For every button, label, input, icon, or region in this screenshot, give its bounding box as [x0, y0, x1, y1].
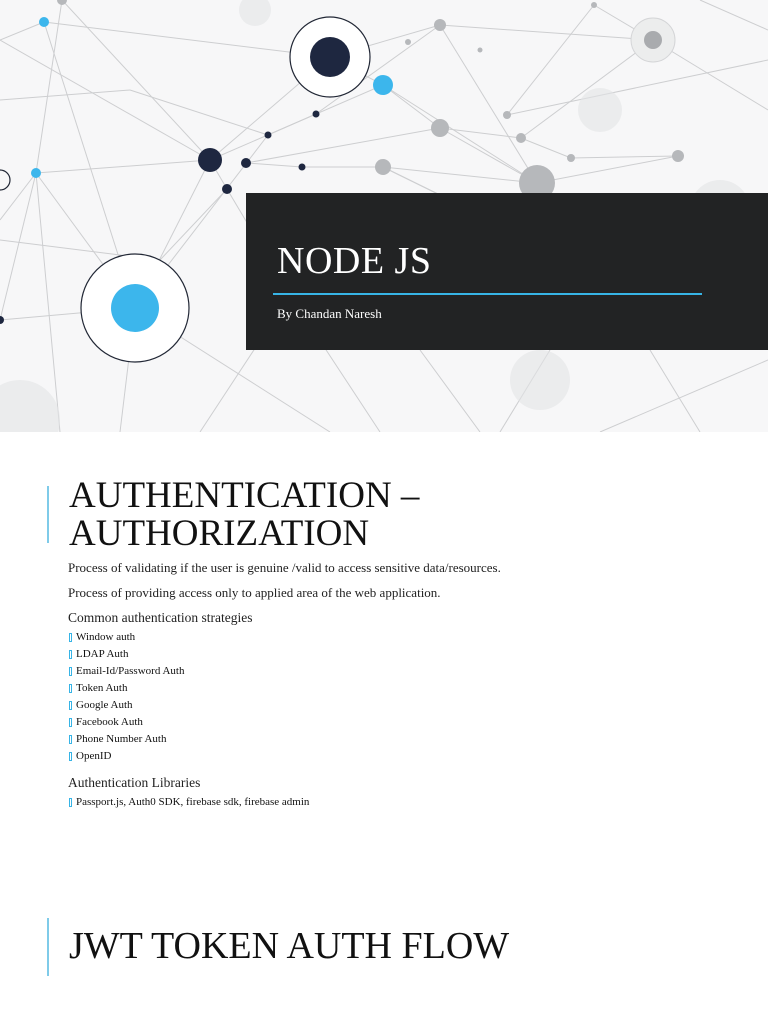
bullet-icon: [69, 701, 72, 710]
libraries-heading: Authentication Libraries: [68, 775, 201, 790]
list-item: [68, 680, 748, 697]
list-item: [68, 794, 748, 811]
bullet-icon: [69, 718, 72, 727]
title-band: [246, 193, 768, 350]
slide-body: [68, 560, 748, 811]
heading-line-1: AUTHENTICATION –: [69, 475, 420, 516]
authentication-slide: [0, 432, 768, 864]
list-item-label: LDAP Auth: [76, 648, 129, 660]
list-item-label: Passport.js, Auth0 SDK, firebase sdk, firebase admin: [76, 796, 310, 808]
list-item-label: Email-Id/Password Auth: [76, 665, 185, 677]
bullet-icon: [69, 735, 72, 744]
list-item-label: OpenID: [76, 750, 112, 762]
slide-heading: [69, 477, 729, 553]
strategies-heading: Common authentication strategies: [68, 610, 253, 625]
list-item-label: Google Auth: [76, 699, 133, 711]
bullet-icon: [69, 667, 72, 676]
list-item: [68, 629, 748, 646]
heading-accent-bar: [47, 918, 49, 976]
list-item-label: Facebook Auth: [76, 716, 143, 728]
list-item: [68, 663, 748, 680]
jwt-slide: [0, 864, 768, 1024]
bullet-icon: [69, 684, 72, 693]
bullet-icon: [69, 650, 72, 659]
list-item-label: Phone Number Auth: [76, 733, 167, 745]
list-item-label: Token Auth: [76, 682, 128, 694]
list-item: [68, 748, 748, 765]
slide-heading: JWT TOKEN AUTH FLOW: [69, 925, 510, 967]
presentation-title: NODE JS: [277, 240, 432, 282]
title-underline: [273, 293, 702, 295]
title-slide: [0, 0, 768, 432]
author-byline: By Chandan Naresh: [277, 306, 382, 321]
bullet-icon: [69, 633, 72, 642]
list-item: [68, 697, 748, 714]
list-item-label: Window auth: [76, 631, 136, 643]
paragraph-authentication: Process of validating if the user is genuine /valid to access sensitive data/resources.: [68, 560, 501, 575]
strategies-list: [68, 629, 748, 765]
bullet-icon: [69, 752, 72, 761]
libraries-list: [68, 794, 748, 811]
list-item: [68, 714, 748, 731]
heading-line-2: AUTHORIZATION: [69, 513, 370, 554]
paragraph-authorization: Process of providing access only to applied area of the web application.: [68, 585, 441, 600]
bullet-icon: [69, 798, 72, 807]
list-item: [68, 646, 748, 663]
heading-accent-bar: [47, 486, 49, 543]
list-item: [68, 731, 748, 748]
